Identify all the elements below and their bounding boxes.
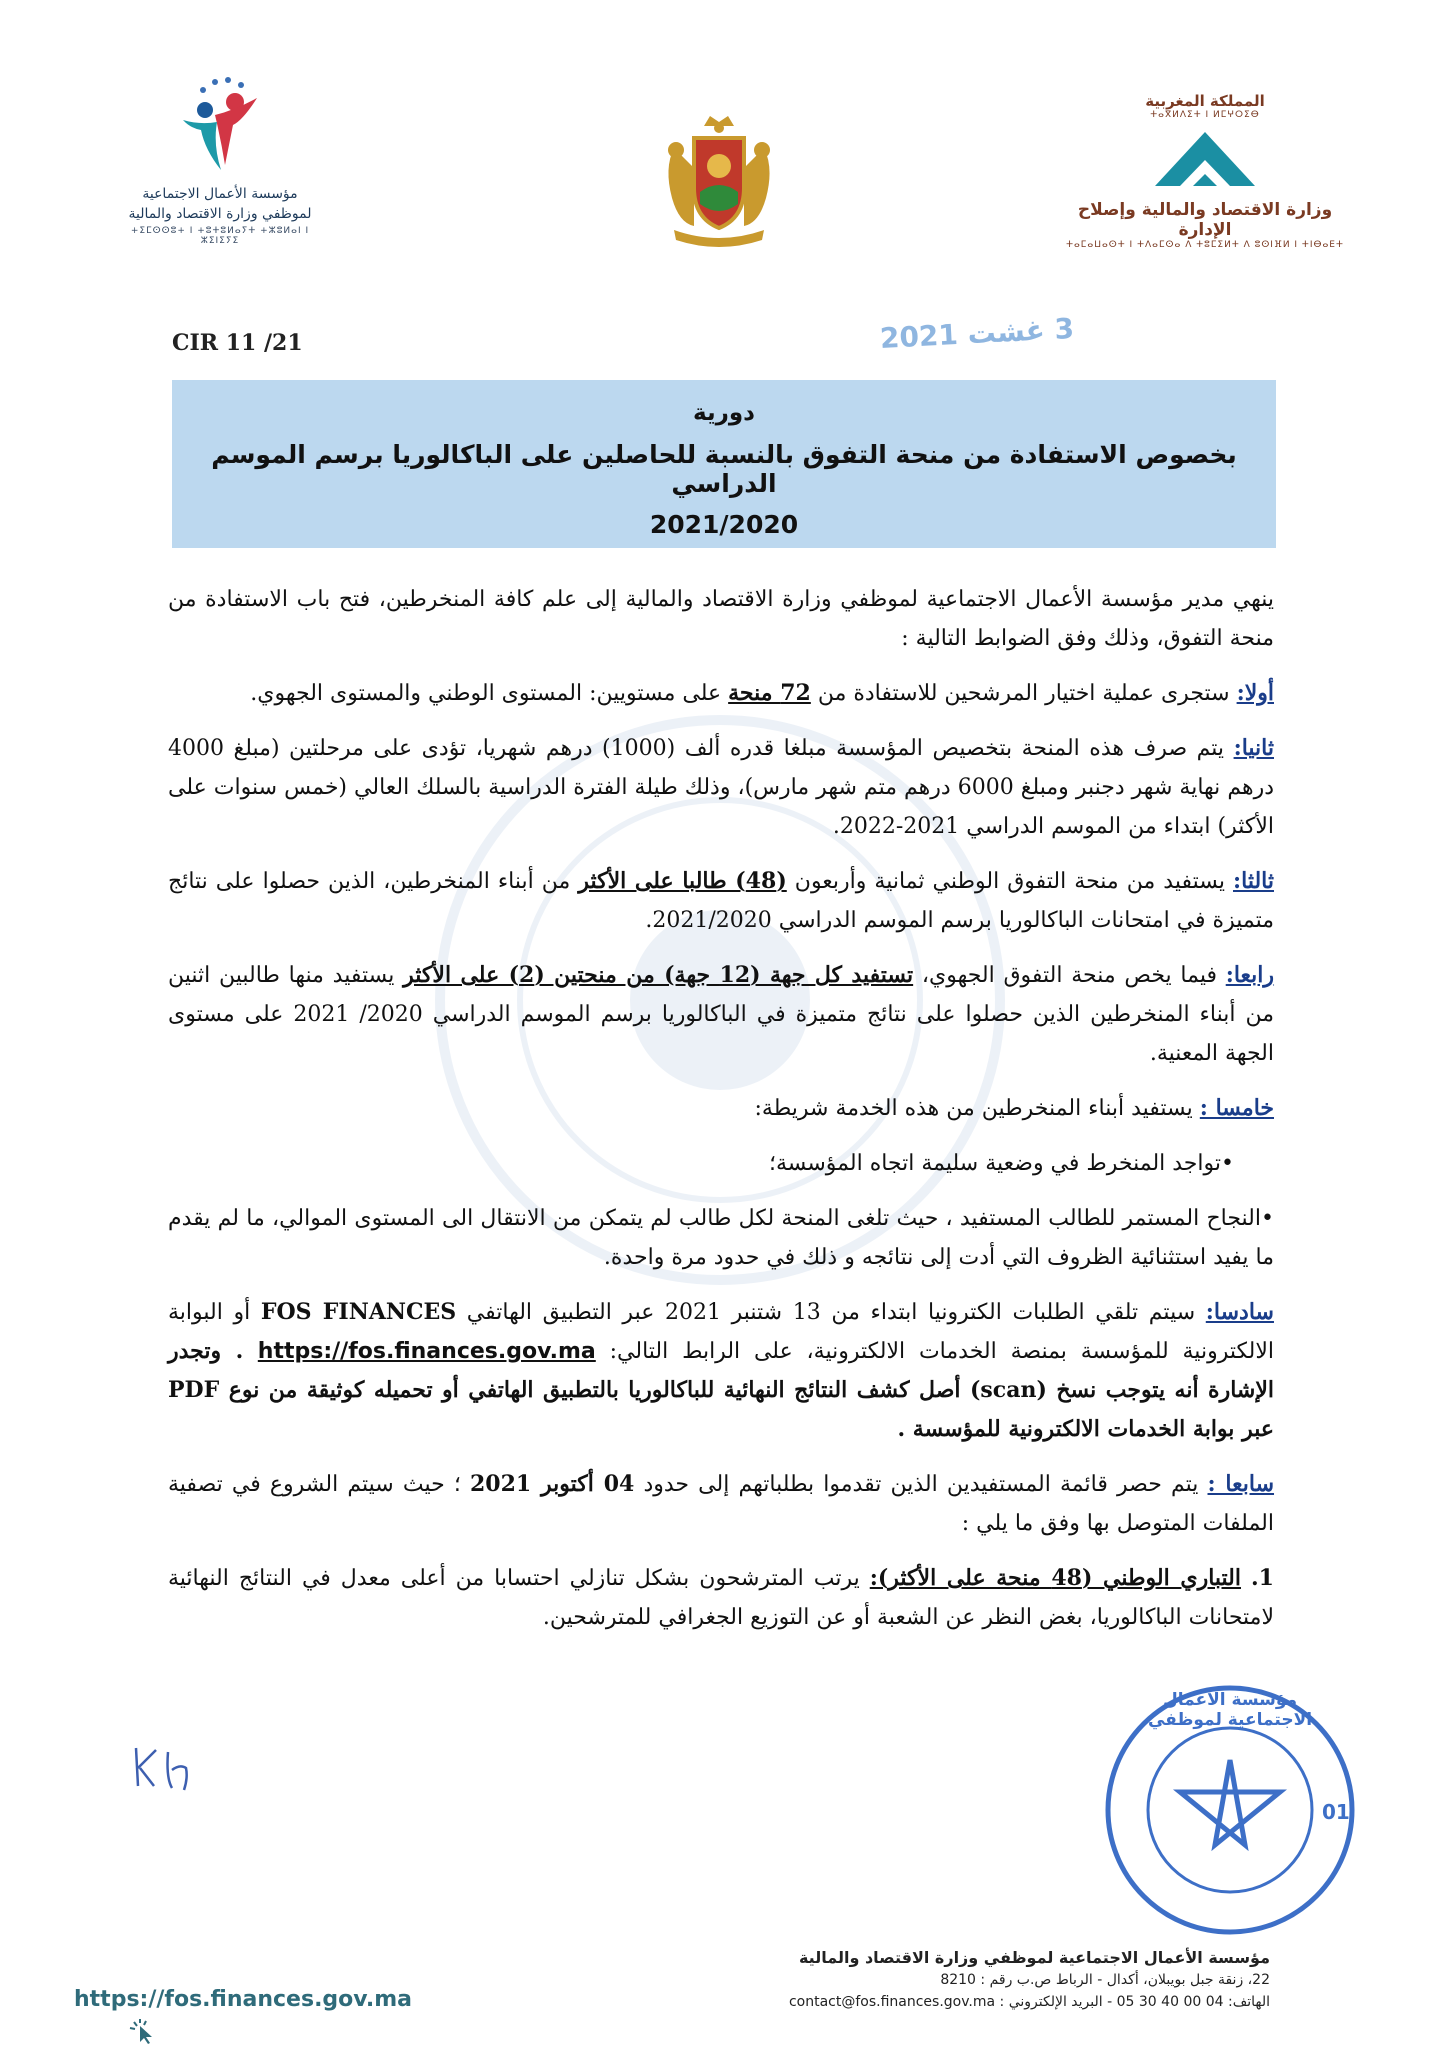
title-subject: بخصوص الاستفادة من منحة التفوق بالنسبة للحاصلين على الباكالوريا برسم الموسم الدراسي	[211, 440, 1237, 498]
foundation-tifinagh: +ⵉⵎⵙⵙⵓ+ I +ⵓⵜⵓⵍⴰⵢⵜ +ⵣⵓⵍⴰⵏ I ⵣⵉⵏⵉⵢⵉ	[130, 226, 310, 246]
stamp-number: 01	[1322, 1800, 1350, 1824]
p4-text-a: فيما يخص منحة التفوق الجهوي،	[913, 963, 1226, 988]
p5-text: يستفيد أبناء المنخرطين من هذه الخدمة شريطة:	[754, 1096, 1200, 1121]
p1-text-b: على مستويين: المستوى الوطني والمستوى الجهوي.	[250, 681, 729, 706]
p7-text-b: ؛ حيث سيتم الشروع في تصفية الملفات المتوصل بها وفق ما يلي :	[168, 1472, 1274, 1536]
circular-body	[168, 580, 1274, 1653]
label-fourth: رابعا:	[1225, 962, 1275, 988]
deadline-date: 04 أكتوبر 2021	[469, 1471, 635, 1497]
paragraph-seventh	[168, 1465, 1274, 1543]
ministry-mountain-icon	[1145, 124, 1265, 194]
p3-text-b: من أبناء المنخرطين، الذين حصلوا على نتائج متميزة في امتحانات الباكالوريا برسم الموسم الدراسي 2021/2020.	[168, 869, 1274, 933]
paragraph-sixth	[168, 1293, 1274, 1449]
bullet-item	[168, 1199, 1274, 1277]
label-fifth: خامسا :	[1199, 1095, 1274, 1121]
p3-count: (48) طالبا على الأكثر	[578, 868, 787, 894]
paragraph-second	[168, 729, 1274, 846]
bullet1-text: تواجد المنخرط في وضعية سليمة اتجاه المؤسسة؛	[768, 1151, 1222, 1176]
paragraph-fifth	[168, 1089, 1274, 1128]
label-seventh: سابعا :	[1207, 1471, 1275, 1497]
people-icon	[165, 70, 275, 180]
title-year: 2021/2020	[649, 510, 799, 539]
intro-text: ينهي مدير مؤسسة الأعمال الاجتماعية لموظفي وزارة الاقتصاد والمالية إلى علم كافة المنخرطين، فتح باب الاستفادة من منحة التفوق، وذلك وفق الضوابط التالية :	[168, 587, 1274, 651]
p3-text-a: يستفيد من منحة التفوق الوطني ثمانية وأربعون	[786, 869, 1233, 894]
bullet2-text: النجاح المستمر للطالب المستفيد ، حيث تلغى المنحة لكل طالب لم يتمكن من الانتقال الى المستوى الموالي، ما لم يقدم ما يفيد استثنائية الظروف التي أدت إلى نتائجه و ذلك في حدود مرة واحدة.	[168, 1206, 1274, 1270]
footer-url[interactable]: https://fos.finances.gov.ma	[74, 1987, 412, 2012]
app-name: FOS FINANCES	[260, 1299, 457, 1325]
p8-text: يرتب المترشحون بشكل تنازلي احتسابا من أعلى معدل في النتائج النهائية لامتحانات الباكالوريا، بغض النظر عن الشعبة أو عن التوزيع الجغرافي للمترشحين.	[168, 1566, 1274, 1630]
foundation-logo	[120, 70, 320, 270]
intro-paragraph	[168, 580, 1274, 658]
paragraph-national	[168, 1559, 1274, 1637]
p4-regional: تستفيد كل جهة (12 جهة) من منحتين (2) على الأكثر	[403, 962, 914, 988]
p7-text-a: يتم حصر قائمة المستفيدين الذين تقدموا بطلباتهم إلى حدود	[634, 1472, 1208, 1497]
signature-icon	[128, 1738, 208, 1798]
title-label: دورية	[693, 400, 755, 426]
foundation-name-line2: لموظفي وزارة الاقتصاد والمالية	[128, 206, 312, 222]
label-first: أولا:	[1236, 680, 1274, 706]
official-stamp	[1100, 1680, 1360, 1940]
circular-date: 3 غشت 2021	[879, 311, 1075, 355]
p6-text-b: أو البوابة الالكترونية للمؤسسة بمنصة الخدمات الالكترونية، على الرابط التالي:	[168, 1300, 1274, 1364]
kingdom-tifinagh: ⵜⴰⴳⵍⴷⵉⵜ ⵏ ⵍⵎⵖⵔⵉⴱ	[1150, 110, 1260, 120]
p1-count: 72 منحة	[728, 680, 811, 706]
bullet-icon: •	[1261, 1206, 1274, 1231]
p4-text-b: يستفيد منها طالبين اثنين من أبناء المنخرطين الذين حصلوا على نتائج متميزة في الباكالوريا برسم الموسم الدراسي 2020/ 2021 على مستوى الجهة المعنية.	[168, 963, 1274, 1066]
p1-text-a: ستجرى عملية اختيار المرشحين للاستفادة من	[810, 681, 1237, 706]
circular-reference: CIR 11 /21	[172, 330, 303, 356]
footer-address: 22، زنقة جبل بويبلان، أكدال - الرباط ص.ب رقم : 8210	[940, 1972, 1270, 1988]
portal-link[interactable]: https://fos.finances.gov.ma	[257, 1339, 596, 1364]
paragraph-first	[168, 674, 1274, 713]
ministry-tifinagh: ⵜⴰⵎⴰⵡⴰⵙⵜ ⵏ ⵜⴷⴰⵎⵙⴰ ⴷ ⵜⵓⵎⵉⵍⵜ ⴷ ⵓⵙⵏⴼⵍ ⵏ ⵜⵏⴱⴰⴹⵜ	[1066, 240, 1344, 250]
label-second: ثانيا:	[1233, 735, 1274, 761]
title-box	[172, 380, 1276, 548]
cursor-click-icon	[126, 2018, 156, 2044]
item-number: 1.	[1251, 1565, 1274, 1591]
foundation-name-line1: مؤسسة الأعمال الاجتماعية	[142, 186, 298, 202]
paragraph-fourth	[168, 956, 1274, 1073]
footer-contact	[570, 1947, 1270, 2013]
label-sixth: سادسا:	[1205, 1299, 1274, 1325]
p6-text-a: سيتم تلقي الطلبات الكترونيا ابتداء من 13 شتنبر 2021 عبر التطبيق الهاتفي	[456, 1300, 1206, 1325]
signature-initials	[128, 1738, 129, 1739]
bullet-item	[168, 1144, 1274, 1183]
footer-org: مؤسسة الأعمال الاجتماعية لموظفي وزارة الاقتصاد والمالية	[798, 1948, 1270, 1967]
ministry-name: وزارة الاقتصاد والمالية وإصلاح الإدارة	[1077, 200, 1333, 240]
label-third: ثالثا:	[1233, 868, 1274, 894]
stamp-text: مؤسسة الأعمال الاجتماعية لموظفي	[1147, 1690, 1313, 1730]
paragraph-third	[168, 862, 1274, 940]
p6-text-c: . وتجدر الإشارة أنه يتوجب نسخ (scan) أصل كشف النتائج النهائية للباكالوريا بالتطبيق الهاتفي أو تحميله كوثيقة من نوع PDF عبر بوابة الخدمات الالكترونية للمؤسسة .	[168, 1338, 1274, 1442]
p2-text: يتم صرف هذه المنحة بتخصيص المؤسسة مبلغا قدره ألف (1000) درهم شهريا، تؤدى على مرحلتين (مبلغ 4000 درهم نهاية شهر دجنبر ومبلغ 6000 درهم متم شهر مارس)، وذلك طيلة الفترة الدراسية بالسلك العالي (خمس سنوات على الأكثر) ابتداء من الموسم الدراسي 2021-2022.	[168, 736, 1274, 839]
footer-phone-email: الهاتف: 04 00 40 30 05 - البريد الإلكتروني : contact@fos.finances.gov.ma	[788, 1994, 1270, 2010]
national-label: التباري الوطني (48 منحة على الأكثر):	[869, 1565, 1241, 1591]
bullet-icon: •	[1221, 1151, 1234, 1176]
royal-emblem-icon	[644, 108, 794, 258]
kingdom-name: المملكة المغربية	[1145, 92, 1265, 110]
ministry-logo	[1060, 92, 1350, 250]
signature	[128, 1738, 208, 1798]
